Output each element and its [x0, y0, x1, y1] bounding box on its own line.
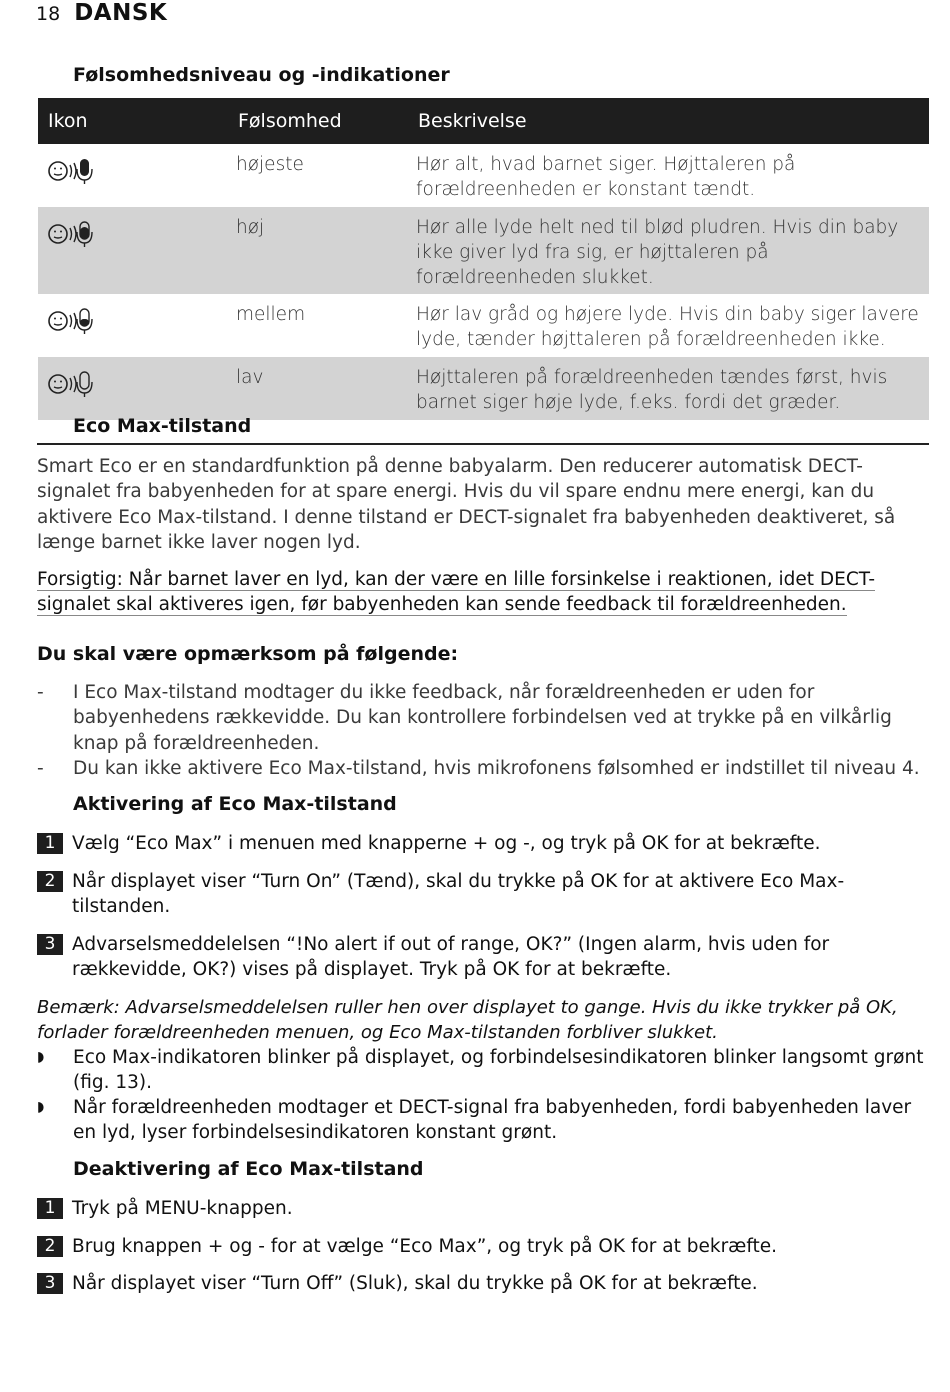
sensitivity-section-title: Følsomhedsniveau og -indikationer	[73, 64, 450, 86]
result-marker: ◗	[37, 1049, 45, 1065]
table-row	[38, 294, 929, 357]
page-number: 18	[36, 3, 61, 25]
result-text: Eco Max-indikatoren blinker på displayet, og forbindelsesindikatoren blinker langsomt grønt (fig. 13).	[73, 1047, 924, 1094]
deactivate-step-2	[37, 1234, 917, 1259]
deactivate-title: Deaktivering af Eco Max-tilstand	[73, 1158, 424, 1180]
deactivate-step-3	[37, 1271, 917, 1296]
icon-cell	[38, 144, 228, 207]
list-item: - Du kan ikke aktivere Eco Max-tilstand, hvis mikrofonens følsomhed er indstillet til niveau 4.	[37, 757, 920, 779]
sensitivity-level: høj	[228, 207, 408, 294]
sensitivity-medium-icon	[46, 306, 98, 336]
result-text: Når forældreenheden modtager et DECT-signal fra babyenheden, fordi babyenheden laver en lyd, lyser forbindelsesindikatoren konstant grønt.	[73, 1097, 912, 1144]
list-item-text: Du kan ikke aktivere Eco Max-tilstand, hvis mikrofonens følsomhed er indstillet til niveau 4.	[73, 757, 920, 779]
attention-list	[37, 680, 927, 781]
eco-section-title: Eco Max-tilstand	[73, 415, 252, 437]
step-text: Når displayet viser “Turn On” (Tænd), skal du trykke på OK for at aktivere Eco Max-tilstanden.	[72, 871, 845, 918]
sensitivity-level: højeste	[236, 154, 304, 175]
table-header-row	[38, 98, 929, 144]
sensitivity-high-icon	[46, 219, 98, 249]
section-divider	[37, 443, 929, 445]
sensitivity-description: Hør alt, hvad barnet siger. Højttaleren på forældreenheden er konstant tændt.	[416, 154, 796, 200]
sensitivity-level: mellem	[236, 304, 306, 325]
icon-cell	[38, 207, 228, 294]
step-text: Brug knappen + og - for at vælge “Eco Max”, og tryk på OK for at bekræfte.	[72, 1236, 778, 1257]
activate-step-1	[37, 831, 917, 856]
result-item-1	[37, 1045, 927, 1096]
deactivate-step-1	[37, 1196, 917, 1221]
sensitivity-level: lav	[228, 357, 408, 420]
table-row	[38, 357, 929, 420]
note-text: Bemærk: Advarselsmeddelelsen ruller hen over displayet to gange. Hvis du ikke trykker på OK, forlader forældreenheden menuen, og Eco Max-tilstanden forbliver slukket.	[37, 997, 898, 1044]
column-header-description: Beskrivelse	[408, 98, 929, 144]
sensitivity-description: Hør lav gråd og højere lyde. Hvis din baby siger lavere lyde, tænder højttaleren på forældreenheden ikke.	[416, 304, 919, 350]
list-item: - I Eco Max-tilstand modtager du ikke feedback, når forældreenheden er uden for babyenhedens rækkevidde. Du kan kontrollere forbindelsen ved at trykke på en vilkårlig knap på forældreenheden.	[37, 682, 892, 754]
result-marker: ◗	[37, 1099, 45, 1115]
column-header-icon: Ikon	[38, 98, 228, 144]
icon-cell	[38, 294, 228, 357]
activate-step-2	[37, 869, 917, 920]
sensitivity-highest-icon	[46, 156, 98, 186]
caution-text	[37, 567, 917, 618]
activate-title: Aktivering af Eco Max-tilstand	[73, 793, 397, 815]
page-header	[36, 0, 167, 28]
step-number: 1	[37, 1198, 63, 1219]
table-row	[38, 207, 929, 294]
attention-title: Du skal være opmærksom på følgende:	[37, 643, 459, 665]
table-row	[38, 144, 929, 207]
list-item-text: I Eco Max-tilstand modtager du ikke feedback, når forældreenheden er uden for babyenhedens rækkevidde. Du kan kontrollere forbindelsen ved at trykke på en vilkårlig knap på forældreenheden.	[73, 682, 892, 754]
page-language: DANSK	[74, 0, 168, 26]
step-number: 3	[37, 1273, 63, 1294]
step-text: Vælg “Eco Max” i menuen med knapperne + og -, og tryk på OK for at bekræfte.	[72, 833, 821, 854]
icon-cell	[38, 357, 228, 420]
result-item-2	[37, 1095, 927, 1146]
step-number: 2	[37, 871, 63, 892]
eco-intro-paragraph: Smart Eco er en standardfunktion på denne babyalarm. Den reducerer automatisk DECT-signalet fra babyenheden for at spare energi. Hvis du vil spare endnu mere energi, kan du aktivere Eco Max-tilstand. I denne tilstand er DECT-signalet fra babyenheden deaktiveret, så længe barnet ikke laver nogen lyd.	[37, 456, 896, 553]
sensitivity-low-icon	[46, 369, 98, 399]
step-text: Tryk på MENU-knappen.	[72, 1198, 293, 1219]
step-number: 3	[37, 934, 63, 955]
caution-text-content: Forsigtig: Når barnet laver en lyd, kan der være en lille forsinkelse i reaktionen, idet DECT-signalet skal aktiveres igen, før babyenheden kan sende feedback til forældreenheden.	[37, 569, 876, 616]
step-number: 2	[37, 1236, 63, 1257]
step-number: 1	[37, 833, 63, 854]
step-text: Når displayet viser “Turn Off” (Sluk), skal du trykke på OK for at bekræfte.	[72, 1273, 758, 1294]
activate-step-3	[37, 932, 917, 983]
sensitivity-description: Højttaleren på forældreenheden tændes først, hvis barnet siger høje lyde, f.eks. fordi det græder.	[408, 357, 929, 420]
column-header-sensitivity: Følsomhed	[228, 98, 408, 144]
step-text: Advarselsmeddelelsen “!No alert if out of range, OK?” (Ingen alarm, hvis uden for rækkevidde, OK?) vises på displayet. Tryk på OK for at bekræfte.	[72, 934, 830, 981]
sensitivity-description: Hør alle lyde helt ned til blød pludren. Hvis din baby ikke giver lyd fra sig, er højttaleren på forældreenheden slukket.	[408, 207, 929, 294]
sensitivity-table	[38, 98, 929, 420]
